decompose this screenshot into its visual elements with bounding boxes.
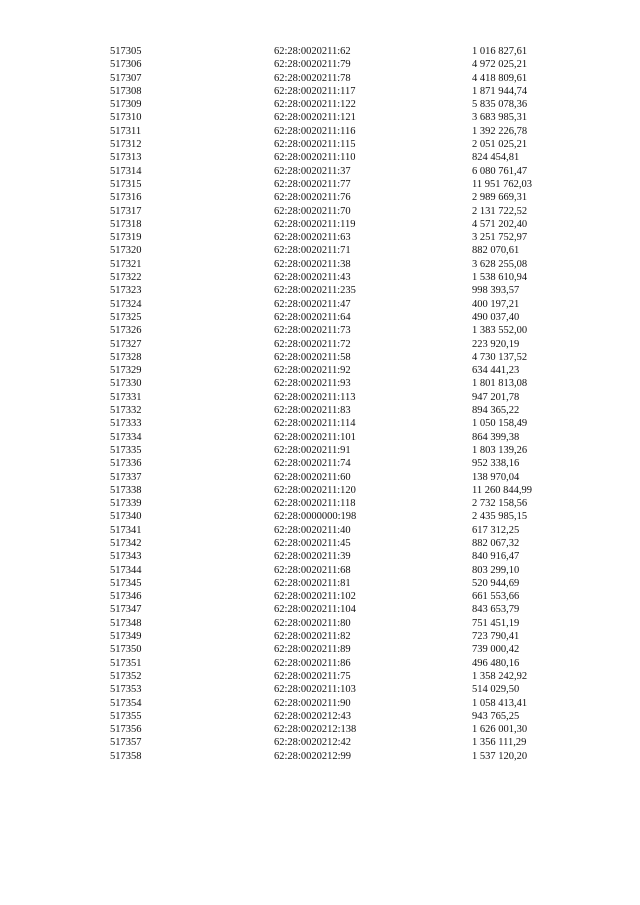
table-row — [0, 590, 640, 603]
cadastral-number-cell: 62:28:0020211:115 — [274, 139, 356, 151]
cadastral-value-cell: 882 067,32 — [472, 537, 520, 549]
cadastral-number-cell: 62:28:0020211:90 — [274, 697, 351, 709]
cadastral-number-cell: 62:28:0020211:73 — [274, 325, 351, 337]
table-row — [0, 151, 640, 164]
table-row — [0, 191, 640, 204]
row-number-cell: 517343 — [110, 551, 142, 563]
row-number-cell: 517311 — [110, 125, 142, 137]
cadastral-value-cell: 496 480,16 — [472, 657, 520, 669]
cadastral-value-cell: 739 000,42 — [472, 644, 520, 656]
row-number-cell: 517354 — [110, 697, 142, 709]
cadastral-number-cell: 62:28:0020211:89 — [274, 644, 351, 656]
row-number-cell: 517322 — [110, 272, 142, 284]
table-row — [0, 218, 640, 231]
row-number-cell: 517309 — [110, 99, 142, 111]
table-row — [0, 351, 640, 364]
table-row — [0, 165, 640, 178]
cadastral-value-cell: 2 131 722,52 — [472, 205, 528, 217]
row-number-cell: 517313 — [110, 152, 142, 164]
cadastral-number-cell: 62:28:0020211:102 — [274, 591, 356, 603]
row-number-cell: 517352 — [110, 670, 142, 682]
row-number-cell: 517353 — [110, 684, 142, 696]
table-row — [0, 244, 640, 257]
cadastral-value-cell: 2 051 025,21 — [472, 139, 528, 151]
cadastral-value-cell: 3 251 752,97 — [472, 232, 528, 244]
row-number-cell: 517326 — [110, 325, 142, 337]
cadastral-number-cell: 62:28:0020211:77 — [274, 178, 351, 190]
table-row — [0, 271, 640, 284]
cadastral-number-cell: 62:28:0020211:58 — [274, 351, 351, 363]
row-number-cell: 517306 — [110, 59, 142, 71]
cadastral-number-cell: 62:28:0020212:138 — [274, 724, 357, 736]
cadastral-number-cell: 62:28:0020211:114 — [274, 418, 356, 430]
table-row — [0, 510, 640, 523]
cadastral-value-cell: 661 553,66 — [472, 591, 520, 603]
row-number-cell: 517330 — [110, 378, 142, 390]
cadastral-value-cell: 998 393,57 — [472, 285, 520, 297]
cadastral-number-cell: 62:28:0020211:91 — [274, 444, 351, 456]
cadastral-value-cell: 1 803 139,26 — [472, 444, 528, 456]
cadastral-value-cell: 803 299,10 — [472, 564, 520, 576]
row-number-cell: 517331 — [110, 391, 142, 403]
row-number-cell: 517338 — [110, 484, 142, 496]
cadastral-value-cell: 1 016 827,61 — [472, 46, 528, 57]
row-number-cell: 517328 — [110, 351, 142, 363]
table-row — [0, 45, 640, 58]
cadastral-number-cell: 62:28:0020211:116 — [274, 125, 356, 137]
cadastral-value-cell: 2 732 158,56 — [472, 498, 528, 510]
table-row — [0, 683, 640, 696]
cadastral-number-cell: 62:28:0020211:101 — [274, 431, 356, 443]
table-row — [0, 364, 640, 377]
row-number-cell: 517324 — [110, 298, 142, 310]
cadastral-number-cell: 62:28:0020211:60 — [274, 471, 351, 483]
row-number-cell: 517327 — [110, 338, 142, 350]
data-table — [0, 45, 640, 763]
cadastral-number-cell: 62:28:0020211:74 — [274, 458, 351, 470]
cadastral-value-cell: 1 358 242,92 — [472, 670, 528, 682]
table-row — [0, 657, 640, 670]
cadastral-value-cell: 1 050 158,49 — [472, 418, 528, 430]
cadastral-value-cell: 4 571 202,40 — [472, 218, 528, 230]
cadastral-value-cell: 1 392 226,78 — [472, 125, 528, 137]
cadastral-number-cell: 62:28:0020211:72 — [274, 338, 351, 350]
cadastral-number-cell: 62:28:0020211:117 — [274, 85, 356, 97]
table-row — [0, 298, 640, 311]
cadastral-number-cell: 62:28:0020211:45 — [274, 537, 351, 549]
cadastral-value-cell: 490 037,40 — [472, 311, 520, 323]
cadastral-number-cell: 62:28:0020211:76 — [274, 192, 351, 204]
cadastral-number-cell: 62:28:0020211:75 — [274, 670, 351, 682]
row-number-cell: 517308 — [110, 85, 142, 97]
cadastral-value-cell: 2 435 985,15 — [472, 511, 528, 523]
cadastral-value-cell: 824 454,81 — [472, 152, 520, 164]
table-row — [0, 603, 640, 616]
table-row — [0, 524, 640, 537]
cadastral-value-cell: 1 871 944,74 — [472, 85, 528, 97]
table-row — [0, 564, 640, 577]
cadastral-number-cell: 62:28:0020211:38 — [274, 258, 351, 270]
row-number-cell: 517323 — [110, 285, 142, 297]
row-number-cell: 517336 — [110, 458, 142, 470]
row-number-cell: 517319 — [110, 232, 142, 244]
cadastral-number-cell: 62:28:0020211:104 — [274, 604, 356, 616]
cadastral-number-cell: 62:28:0020211:83 — [274, 405, 351, 417]
row-number-cell: 517314 — [110, 165, 142, 177]
row-number-cell: 517320 — [110, 245, 142, 257]
cadastral-value-cell: 952 338,16 — [472, 458, 520, 470]
table-row — [0, 550, 640, 563]
cadastral-value-cell: 943 765,25 — [472, 710, 520, 722]
row-number-cell: 517348 — [110, 617, 142, 629]
cadastral-number-cell: 62:28:0020211:43 — [274, 272, 351, 284]
cadastral-value-cell: 1 383 552,00 — [472, 325, 528, 337]
cadastral-value-cell: 1 058 413,41 — [472, 697, 528, 709]
cadastral-value-cell: 894 365,22 — [472, 405, 520, 417]
cadastral-value-cell: 843 653,79 — [472, 604, 520, 616]
cadastral-value-cell: 4 972 025,21 — [472, 59, 528, 71]
cadastral-value-cell: 6 080 761,47 — [472, 165, 528, 177]
table-row — [0, 617, 640, 630]
cadastral-number-cell: 62:28:0020211:40 — [274, 524, 351, 536]
table-row — [0, 710, 640, 723]
cadastral-value-cell: 751 451,19 — [472, 617, 520, 629]
cadastral-value-cell: 514 029,50 — [472, 684, 520, 696]
table-row — [0, 324, 640, 337]
row-number-cell: 517356 — [110, 724, 142, 736]
cadastral-value-cell: 223 920,19 — [472, 338, 520, 350]
cadastral-number-cell: 62:28:0020211:120 — [274, 484, 356, 496]
cadastral-value-cell: 11 951 762,03 — [472, 178, 532, 190]
table-row — [0, 537, 640, 550]
row-number-cell: 517321 — [110, 258, 142, 270]
row-number-cell: 517342 — [110, 537, 142, 549]
table-row — [0, 750, 640, 763]
table-row — [0, 723, 640, 736]
table-row — [0, 98, 640, 111]
table-row — [0, 125, 640, 138]
table-row — [0, 178, 640, 191]
cadastral-value-cell: 864 399,38 — [472, 431, 520, 443]
row-number-cell: 517317 — [110, 205, 142, 217]
row-number-cell: 517307 — [110, 72, 142, 84]
row-number-cell: 517312 — [110, 139, 142, 151]
table-row — [0, 138, 640, 151]
row-number-cell: 517341 — [110, 524, 142, 536]
cadastral-number-cell: 62:28:0020211:64 — [274, 311, 351, 323]
cadastral-number-cell: 62:28:0020211:62 — [274, 46, 351, 57]
table-row — [0, 258, 640, 271]
cadastral-value-cell: 3 628 255,08 — [472, 258, 528, 270]
cadastral-value-cell: 4 418 809,61 — [472, 72, 528, 84]
table-row — [0, 417, 640, 430]
cadastral-number-cell: 62:28:0020211:103 — [274, 684, 356, 696]
cadastral-number-cell: 62:28:0020211:86 — [274, 657, 351, 669]
cadastral-number-cell: 62:28:0020211:82 — [274, 631, 351, 643]
cadastral-number-cell: 62:28:0020211:119 — [274, 218, 356, 230]
row-number-cell: 517325 — [110, 311, 142, 323]
cadastral-value-cell: 882 070,61 — [472, 245, 520, 257]
cadastral-number-cell: 62:28:0020211:79 — [274, 59, 351, 71]
cadastral-number-cell: 62:28:0000000:198 — [274, 511, 357, 523]
cadastral-number-cell: 62:28:0020211:47 — [274, 298, 351, 310]
cadastral-value-cell: 1 537 120,20 — [472, 750, 528, 762]
row-number-cell: 517358 — [110, 750, 142, 762]
row-number-cell: 517329 — [110, 365, 142, 377]
cadastral-number-cell: 62:28:0020211:93 — [274, 378, 351, 390]
cadastral-number-cell: 62:28:0020211:70 — [274, 205, 351, 217]
row-number-cell: 517315 — [110, 178, 142, 190]
row-number-cell: 517334 — [110, 431, 142, 443]
row-number-cell: 517351 — [110, 657, 142, 669]
table-row — [0, 111, 640, 124]
table-row — [0, 457, 640, 470]
table-row — [0, 205, 640, 218]
table-row — [0, 72, 640, 85]
row-number-cell: 517349 — [110, 631, 142, 643]
cadastral-number-cell: 62:28:0020211:68 — [274, 564, 351, 576]
row-number-cell: 517318 — [110, 218, 142, 230]
cadastral-number-cell: 62:28:0020211:235 — [274, 285, 356, 297]
cadastral-value-cell: 840 916,47 — [472, 551, 520, 563]
cadastral-number-cell: 62:28:0020211:63 — [274, 232, 351, 244]
row-number-cell: 517310 — [110, 112, 142, 124]
cadastral-value-cell: 11 260 844,99 — [472, 484, 532, 496]
row-number-cell: 517355 — [110, 710, 142, 722]
cadastral-value-cell: 1 801 813,08 — [472, 378, 528, 390]
row-number-cell: 517346 — [110, 591, 142, 603]
cadastral-value-cell: 1 538 610,94 — [472, 272, 528, 284]
cadastral-number-cell: 62:28:0020211:113 — [274, 391, 356, 403]
cadastral-value-cell: 1 626 001,30 — [472, 724, 528, 736]
table-row — [0, 284, 640, 297]
cadastral-number-cell: 62:28:0020212:42 — [274, 737, 352, 749]
cadastral-value-cell: 138 970,04 — [472, 471, 520, 483]
table-row — [0, 670, 640, 683]
cadastral-number-cell: 62:28:0020211:122 — [274, 99, 356, 111]
cadastral-number-cell: 62:28:0020211:80 — [274, 617, 351, 629]
row-number-cell: 517305 — [110, 46, 142, 57]
cadastral-number-cell: 62:28:0020211:121 — [274, 112, 356, 124]
row-number-cell: 517333 — [110, 418, 142, 430]
table-row — [0, 85, 640, 98]
row-number-cell: 517340 — [110, 511, 142, 523]
cadastral-number-cell: 62:28:0020211:110 — [274, 152, 356, 164]
table-row — [0, 431, 640, 444]
row-number-cell: 517347 — [110, 604, 142, 616]
cadastral-value-cell: 947 201,78 — [472, 391, 520, 403]
row-number-cell: 517335 — [110, 444, 142, 456]
cadastral-number-cell: 62:28:0020211:71 — [274, 245, 351, 257]
cadastral-number-cell: 62:28:0020211:81 — [274, 577, 351, 589]
cadastral-value-cell: 4 730 137,52 — [472, 351, 528, 363]
table-row — [0, 736, 640, 749]
cadastral-value-cell: 3 683 985,31 — [472, 112, 528, 124]
cadastral-number-cell: 62:28:0020211:118 — [274, 498, 356, 510]
table-row — [0, 444, 640, 457]
table-row — [0, 630, 640, 643]
cadastral-value-cell: 1 356 111,29 — [472, 737, 527, 749]
table-row — [0, 338, 640, 351]
cadastral-number-cell: 62:28:0020211:37 — [274, 165, 351, 177]
table-row — [0, 643, 640, 656]
cadastral-value-cell: 2 989 669,31 — [472, 192, 528, 204]
table-row — [0, 484, 640, 497]
row-number-cell: 517345 — [110, 577, 142, 589]
table-row — [0, 497, 640, 510]
table-row — [0, 577, 640, 590]
cadastral-number-cell: 62:28:0020211:39 — [274, 551, 351, 563]
cadastral-number-cell: 62:28:0020212:99 — [274, 750, 352, 762]
row-number-cell: 517332 — [110, 405, 142, 417]
cadastral-value-cell: 400 197,21 — [472, 298, 520, 310]
row-number-cell: 517357 — [110, 737, 142, 749]
cadastral-value-cell: 634 441,23 — [472, 365, 520, 377]
cadastral-value-cell: 5 835 078,36 — [472, 99, 528, 111]
row-number-cell: 517339 — [110, 498, 142, 510]
row-number-cell: 517316 — [110, 192, 142, 204]
cadastral-value-cell: 617 312,25 — [472, 524, 520, 536]
table-row — [0, 391, 640, 404]
row-number-cell: 517350 — [110, 644, 142, 656]
cadastral-number-cell: 62:28:0020211:92 — [274, 365, 351, 377]
table-row — [0, 404, 640, 417]
cadastral-value-cell: 723 790,41 — [472, 631, 520, 643]
cadastral-number-cell: 62:28:0020211:78 — [274, 72, 351, 84]
table-row — [0, 471, 640, 484]
table-row — [0, 231, 640, 244]
table-row — [0, 58, 640, 71]
table-row — [0, 311, 640, 324]
cadastral-value-cell: 520 944,69 — [472, 577, 520, 589]
cadastral-number-cell: 62:28:0020212:43 — [274, 710, 352, 722]
row-number-cell: 517337 — [110, 471, 142, 483]
row-number-cell: 517344 — [110, 564, 142, 576]
table-row — [0, 377, 640, 390]
table-row — [0, 697, 640, 710]
